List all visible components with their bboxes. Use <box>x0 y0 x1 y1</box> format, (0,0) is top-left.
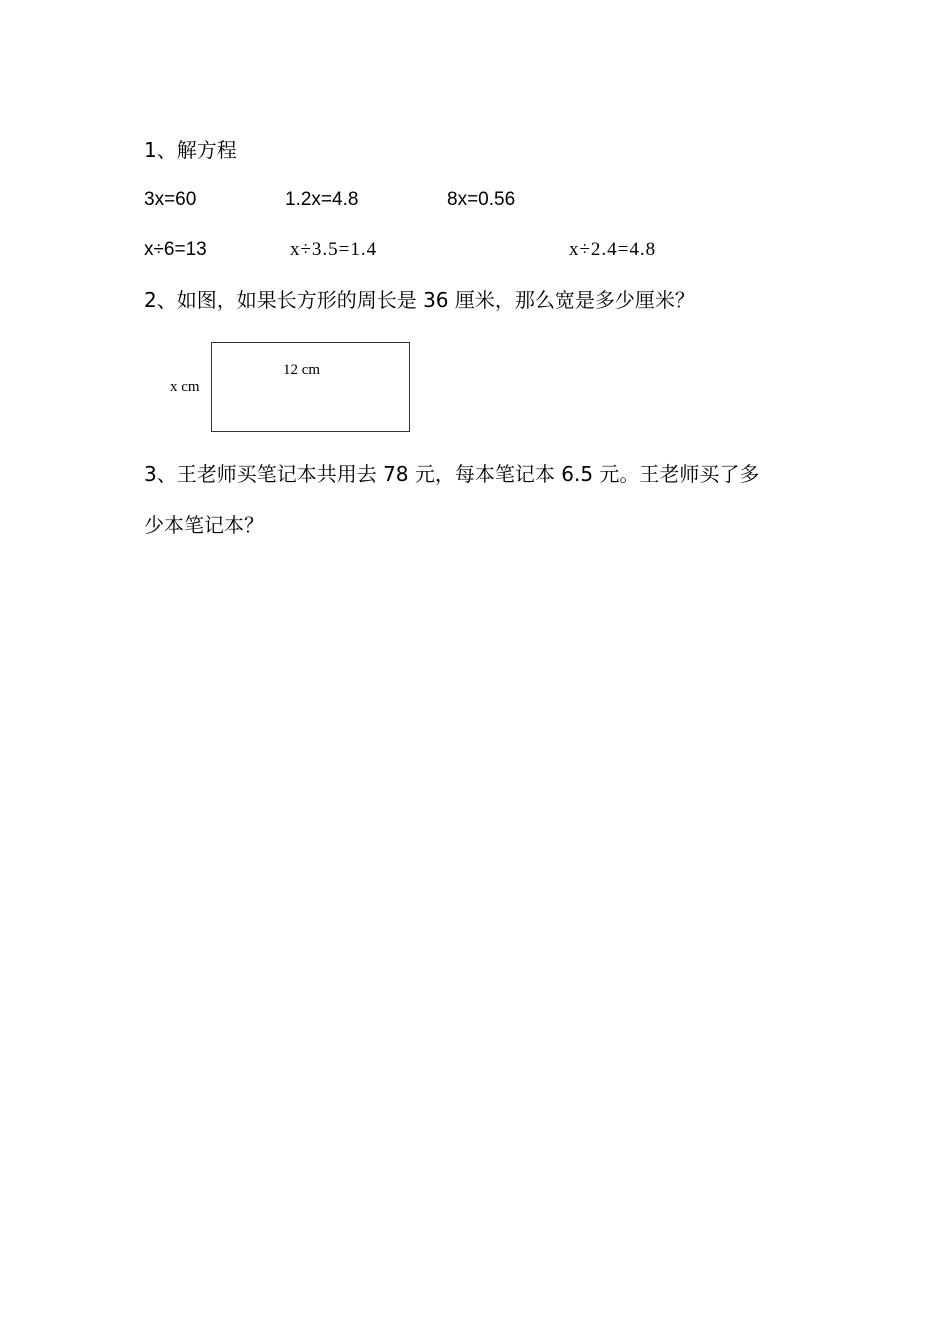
equation-6: x÷2.4=4.8 <box>569 239 657 260</box>
equation-4: x÷6=13 <box>144 239 207 260</box>
question-2-text: 2、如图，如果长方形的周长是 36 厘米，那么宽是多少厘米？ <box>144 288 695 312</box>
rectangle-shape <box>211 342 410 432</box>
equation-5: x÷3.5=1.4 <box>290 239 378 260</box>
equation-3: 8x=0.56 <box>447 189 516 210</box>
question-3-line-2: 少本笔记本？ <box>144 513 264 537</box>
equation-2: 1.2x=4.8 <box>285 189 359 210</box>
question-3-line-1: 3、王老师买笔记本共用去 78 元，每本笔记本 6.5 元。王老师买了多 <box>144 462 760 486</box>
equation-1: 3x=60 <box>144 189 197 210</box>
question-1-title: 1、解方程 <box>144 138 237 162</box>
width-label: x cm <box>170 379 200 395</box>
length-label: 12 cm <box>283 362 321 378</box>
